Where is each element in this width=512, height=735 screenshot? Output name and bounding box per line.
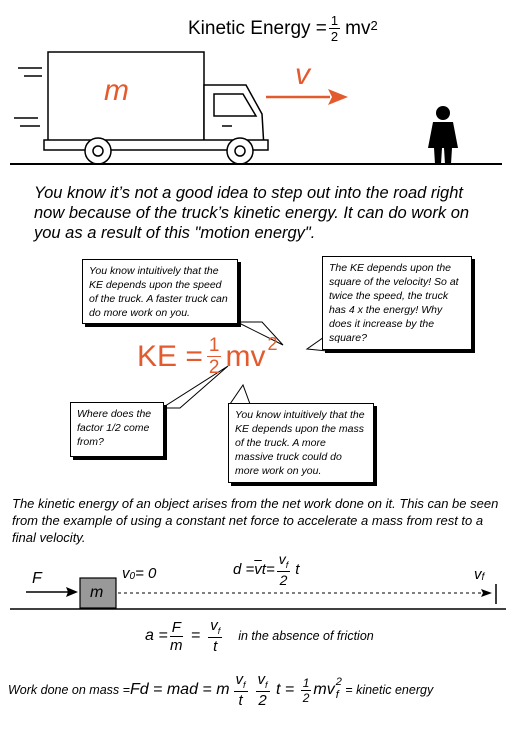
bubble-speed: You know intuitively that the KE depends upon the speed of the truck. A faster truck can do more work on you. (82, 259, 238, 324)
force-arrow-icon (26, 587, 78, 597)
explanation-paragraph: The kinetic energy of an object arises from the net work done on it. This can be seen from the example of using a constant net force to accelerate a mass from rest to a final velocity. (12, 496, 499, 545)
w-v2: v (257, 671, 266, 688)
d-eq: = (265, 560, 275, 578)
vf-over-2-num (277, 552, 291, 572)
work-vf-over-t (234, 672, 248, 708)
distance-equation (233, 552, 299, 587)
f-over-m-den: m (170, 636, 183, 654)
v0-subscript: 0 (129, 571, 136, 582)
title-fraction-num: 1 (330, 13, 339, 28)
final-velocity-label (474, 566, 484, 583)
bubble-square: The KE depends upon the square of the velocity! So at twice the speed, the truck has 4 x the energy! Why does it increase by the square? (322, 256, 472, 350)
work-half (301, 677, 312, 704)
work-f-sub: f (335, 689, 339, 701)
a-lhs: a = (145, 627, 168, 644)
work-vf-over-t-num (234, 672, 248, 692)
force-label: F (32, 570, 42, 587)
v0-value: = 0 (135, 565, 157, 582)
work-tail-t: t = (271, 681, 299, 698)
title-exponent: 2 (370, 18, 378, 33)
work-lead: Work done on mass = (8, 683, 130, 697)
work-vf-over-2-den: 2 (258, 692, 267, 709)
work-half-num: 1 (302, 675, 310, 690)
truck-mass-label: m (104, 74, 129, 107)
work-exponent: 2 (335, 676, 342, 688)
w-f2: f (265, 680, 268, 690)
ke-exponent: 2 (267, 334, 278, 354)
acceleration-equation (145, 618, 374, 654)
vf-symbol: v (474, 566, 482, 583)
vf-sub: f (285, 559, 289, 570)
pointer-mass (230, 385, 250, 404)
ke-formula (137, 336, 277, 377)
w-v1: v (235, 671, 244, 688)
d-t: t (261, 560, 266, 578)
work-vf-over-2-num (256, 672, 270, 692)
vf-subscript: f (481, 572, 485, 583)
work-fd: Fd = mad = m (129, 681, 230, 698)
title-prefix: Kinetic Energy = (188, 17, 327, 39)
block-mass-label: m (90, 584, 104, 601)
vf-over-2 (277, 552, 291, 587)
initial-velocity (122, 565, 156, 582)
path-arrowhead-icon (481, 589, 492, 597)
bubble-mass: You know intuitively that the KE depends upon the mass of the truck. A more massive truck could do more work on you. (228, 403, 374, 483)
ke-fraction-den: 2 (208, 357, 220, 378)
work-equation (8, 672, 433, 708)
work-vf-over-t-den: t (238, 692, 243, 709)
ke-lhs: KE = (137, 339, 203, 373)
work-half-den: 2 (302, 690, 310, 705)
work-end: = kinetic energy (341, 683, 434, 697)
friction-note: in the absence of friction (238, 629, 374, 643)
vf-over-t-den: t (213, 638, 218, 655)
work-mv: mv (313, 681, 335, 698)
ke-mv: mv (225, 339, 266, 373)
ke-fraction-num: 1 (208, 335, 220, 356)
d-t-end: t (295, 560, 300, 578)
a-eq: = (190, 627, 201, 644)
w-f1: f (243, 680, 246, 690)
v0-symbol: v (122, 565, 130, 582)
a-vf-v: v (210, 617, 218, 634)
vbar-symbol: $\overline{v}$ (254, 560, 262, 578)
intro-text: You know it’s not a good idea to step out into the road right now because of the truck’s kinetic energy. It can do work on you as a result of this "motion energy". (34, 184, 470, 242)
title-mv: mv (345, 17, 371, 39)
f-over-m (170, 620, 183, 653)
work-vf-over-2 (256, 672, 270, 708)
vf-over-t (208, 618, 222, 654)
truck-velocity-label: v (295, 58, 310, 91)
vf-over-2-den: 2 (279, 571, 288, 588)
vf-over-t-num (208, 618, 222, 638)
a-vf-sub: f (217, 626, 221, 636)
bubble-half: Where does the factor 1/2 come from? (70, 402, 164, 457)
f-over-m-num: F (171, 618, 181, 636)
title-fraction-den: 2 (330, 29, 339, 44)
ke-fraction (207, 336, 222, 377)
vf-v: v (278, 551, 286, 567)
d-lhs: d = (233, 560, 255, 578)
